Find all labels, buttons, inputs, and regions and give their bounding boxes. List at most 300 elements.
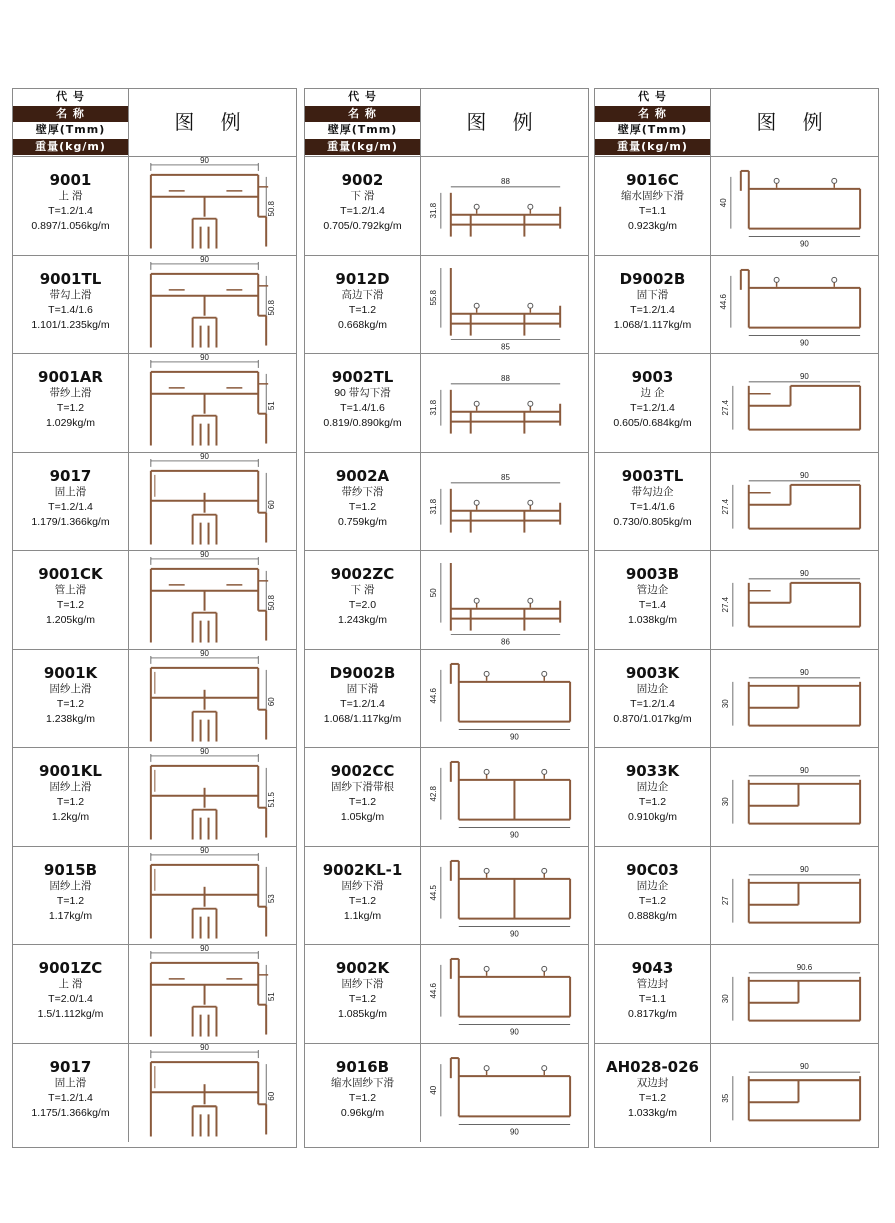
name-header: 名 称 (595, 106, 710, 123)
profile-row (13, 1044, 296, 1143)
profile-info (595, 551, 711, 649)
height-label: 27.4 (720, 399, 730, 416)
profile-weight: 0.819/0.890kg/m (323, 417, 402, 429)
height-label: 44.6 (428, 983, 438, 999)
profile-name: 边 企 (640, 387, 665, 399)
profile-thickness: T=1.1 (638, 993, 667, 1005)
profile-name: 固上滑 (54, 1076, 87, 1089)
profile-name: 固纱上滑 (49, 879, 92, 892)
height-label: 50 (428, 588, 438, 598)
profile-code: 9015B (43, 860, 98, 879)
profile-row (305, 650, 588, 749)
width-label: 85 (501, 342, 510, 352)
profile-drawing (421, 1044, 588, 1143)
profile-code: 9043 (631, 959, 674, 977)
profile-weight: 0.817kg/m (627, 1008, 678, 1020)
thickness-header: 壁厚(Tmm) (13, 122, 128, 139)
profile-row (595, 354, 878, 453)
profile-weight: 0.730/0.805kg/m (613, 515, 692, 528)
profile-row (305, 1044, 588, 1143)
profile-row (305, 256, 588, 355)
profile-diagram (711, 1044, 878, 1143)
profile-info (305, 847, 421, 945)
profile-weight: 0.888kg/m (627, 909, 678, 922)
profile-name: 双边封 (636, 1076, 669, 1089)
profile-diagram (711, 945, 878, 1043)
profile-name: 上 滑 (58, 190, 83, 202)
profile-thickness: T=1.2/1.4 (48, 500, 93, 513)
profile-code: 9017 (49, 466, 92, 485)
width-label: 90 (800, 568, 809, 578)
profile-diagram (129, 453, 296, 551)
profile-info (595, 945, 711, 1043)
profile-drawing (129, 354, 296, 452)
profile-diagram (129, 748, 296, 846)
profile-name: 下 滑 (350, 584, 375, 596)
profile-name: 固下滑 (636, 288, 669, 301)
profile-code: 9001CK (38, 565, 103, 583)
weight-header: 重量(kg/m) (13, 139, 128, 156)
profile-name: 固纱下滑带根 (331, 781, 394, 793)
profile-thickness: T=1.2/1.4 (630, 402, 675, 414)
name-header: 名 称 (13, 106, 128, 123)
height-label: 35 (720, 1093, 730, 1103)
height-label: 42.8 (428, 786, 438, 802)
height-label: 40 (428, 1085, 438, 1095)
profile-drawing (711, 354, 878, 452)
profile-name: 管上滑 (54, 584, 87, 596)
profile-row (595, 1044, 878, 1143)
profile-code: 9016C (626, 171, 679, 189)
profile-drawing (711, 551, 878, 649)
profile-thickness: T=1.2 (56, 402, 85, 414)
profile-code: D9002B (329, 663, 396, 682)
profile-diagram (421, 256, 588, 354)
knob (484, 769, 489, 774)
profile-drawing (129, 157, 296, 255)
profile-info (305, 551, 421, 649)
profile-name: 带纱下滑 (341, 485, 384, 498)
catalog-column-3 (594, 88, 879, 1148)
profile-name: 下 滑 (350, 190, 375, 202)
profile-name: 带纱上滑 (49, 387, 92, 399)
profile-name: 90 带勾下滑 (334, 387, 391, 399)
profile-code: AH028-026 (605, 1057, 699, 1076)
knob (832, 277, 837, 282)
width-label: 85 (501, 472, 510, 482)
profile-thickness: T=1.4/1.6 (630, 500, 675, 513)
profile-thickness: T=1.2 (348, 1091, 377, 1104)
profile-code: 9002KL-1 (322, 860, 403, 879)
profile-code: 9012D (335, 269, 390, 288)
height-label: 51.5 (267, 792, 277, 808)
knob (484, 966, 489, 971)
profile-code: 9003 (631, 368, 674, 386)
profile-row (595, 157, 878, 256)
knob (542, 1065, 547, 1070)
profile-thickness: T=1.2 (638, 1091, 667, 1104)
profile-drawing (421, 945, 588, 1043)
profile-name: 固边企 (636, 781, 669, 793)
profile-thickness: T=1.1 (638, 205, 667, 217)
profile-name: 固纱下滑 (341, 978, 384, 990)
profile-row (13, 748, 296, 847)
profile-info (13, 256, 129, 354)
profile-info (305, 157, 421, 255)
profile-weight: 0.897/1.056kg/m (31, 220, 110, 232)
profile-thickness: T=1.2 (348, 303, 377, 316)
profile-drawing (421, 650, 588, 748)
width-label: 90 (510, 929, 519, 939)
profile-code: 9001 (49, 171, 92, 189)
width-label: 90 (510, 1027, 519, 1037)
profile-name: 缩水固纱下滑 (331, 1076, 394, 1089)
height-label: 50.8 (267, 595, 277, 611)
profile-drawing (711, 650, 878, 748)
profile-code: 9001ZC (38, 959, 103, 977)
profile-diagram (421, 748, 588, 846)
profile-row (305, 748, 588, 847)
header-labels (305, 89, 421, 156)
profile-diagram (711, 256, 878, 354)
knob (774, 277, 779, 282)
profile-info (595, 453, 711, 551)
profile-weight: 1.243kg/m (337, 614, 388, 626)
profile-code: 9002K (335, 959, 390, 977)
profile-info (13, 650, 129, 748)
profile-drawing (129, 453, 296, 551)
profile-weight: 1.068/1.117kg/m (613, 318, 692, 331)
profile-thickness: T=1.2 (56, 894, 85, 907)
profile-thickness: T=1.2 (638, 796, 667, 808)
profile-row (13, 945, 296, 1044)
profile-diagram (711, 157, 878, 255)
profile-diagram (711, 354, 878, 452)
profile-weight: 1.238kg/m (45, 712, 96, 725)
profile-weight: 0.668kg/m (337, 318, 388, 331)
width-label: 90 (510, 1126, 519, 1136)
profile-drawing (421, 354, 588, 452)
profile-thickness: T=1.2 (348, 894, 377, 907)
profile-row (305, 847, 588, 946)
height-label: 51 (267, 992, 277, 1002)
knob (484, 671, 489, 676)
height-label: 60 (267, 1091, 277, 1101)
height-label: 60 (267, 696, 277, 706)
width-label: 90 (510, 732, 519, 742)
profile-info (13, 551, 129, 649)
knob (474, 500, 479, 505)
profile-name: 带勾上滑 (49, 288, 92, 301)
profile-weight: 1.068/1.117kg/m (323, 712, 402, 725)
thickness-header: 壁厚(Tmm) (595, 122, 710, 139)
profile-info (305, 1044, 421, 1143)
profile-name: 高边下滑 (341, 288, 384, 301)
profile-weight: 1.2kg/m (51, 811, 90, 823)
knob (528, 500, 533, 505)
profile-diagram (129, 157, 296, 255)
profile-thickness: T=1.2/1.4 (340, 697, 385, 710)
profile-code: 9001TL (39, 269, 102, 288)
profile-row (13, 256, 296, 355)
profile-row (13, 157, 296, 256)
width-label: 88 (501, 373, 510, 383)
profile-info (595, 650, 711, 748)
profile-info (13, 847, 129, 945)
profile-drawing (129, 650, 296, 748)
catalog-column-2 (304, 88, 589, 1148)
width-label: 90 (200, 452, 209, 461)
code-header: 代 号 (13, 89, 128, 106)
profile-diagram (421, 551, 588, 649)
width-label: 90 (800, 765, 809, 775)
height-label: 30 (720, 994, 730, 1004)
code-header: 代 号 (305, 89, 420, 106)
profile-thickness: T=1.2 (56, 796, 85, 808)
profile-weight: 1.05kg/m (340, 811, 385, 823)
profile-weight: 1.5/1.112kg/m (37, 1008, 104, 1020)
profile-row (305, 453, 588, 552)
height-label: 50.8 (267, 201, 277, 217)
profile-weight: 0.96kg/m (340, 1106, 385, 1119)
profile-drawing (421, 157, 588, 255)
profile-weight: 0.910kg/m (627, 811, 678, 823)
profile-row (595, 650, 878, 749)
knob (528, 303, 533, 308)
width-label: 90 (200, 1043, 209, 1052)
height-label: 55.8 (428, 289, 438, 306)
profile-info (305, 650, 421, 748)
profile-diagram (129, 551, 296, 649)
profile-row (305, 354, 588, 453)
profile-thickness: T=1.2/1.4 (48, 205, 93, 217)
height-label: 27.4 (720, 596, 730, 613)
width-label: 90 (800, 470, 809, 480)
header-labels (595, 89, 711, 156)
width-label: 90.6 (796, 962, 813, 972)
profile-diagram (129, 256, 296, 354)
height-label: 27.4 (720, 498, 730, 514)
profile-info (305, 453, 421, 551)
profile-diagram (421, 157, 588, 255)
legend-header: 图 例 (756, 110, 833, 134)
profile-code: 9001KL (39, 762, 102, 780)
profile-drawing (711, 847, 878, 945)
width-label: 90 (200, 255, 209, 264)
profile-thickness: T=1.2 (638, 894, 667, 907)
knob (542, 868, 547, 873)
profile-drawing (711, 945, 878, 1043)
profile-thickness: T=1.2 (348, 993, 377, 1005)
width-label: 90 (510, 830, 519, 840)
profile-drawing (421, 847, 588, 945)
profile-thickness: T=1.2/1.4 (48, 1091, 93, 1104)
profile-drawing (129, 847, 296, 945)
profile-code: 9002 (341, 171, 384, 189)
height-label: 44.6 (428, 687, 438, 703)
column-header (595, 89, 878, 157)
profile-info (595, 1044, 711, 1143)
profile-code: 9001AR (38, 368, 103, 386)
profile-weight: 1.038kg/m (627, 614, 678, 626)
profile-thickness: T=1.2 (348, 500, 377, 513)
width-label: 90 (800, 338, 809, 348)
profile-code: 9002A (335, 466, 390, 485)
profile-info (595, 256, 711, 354)
knob (542, 671, 547, 676)
profile-row (595, 945, 878, 1044)
knob (542, 966, 547, 971)
profile-code: D9002B (619, 269, 686, 288)
profile-weight: 1.1kg/m (343, 909, 382, 922)
profile-info (595, 354, 711, 452)
profile-weight: 1.175/1.366kg/m (31, 1106, 110, 1119)
profile-info (13, 354, 129, 452)
profile-row (13, 453, 296, 552)
profile-diagram (421, 354, 588, 452)
profile-row (13, 551, 296, 650)
profile-thickness: T=1.2 (348, 796, 377, 808)
profile-thickness: T=2.0 (348, 599, 377, 611)
profile-info (13, 453, 129, 551)
profile-name: 上 滑 (58, 978, 83, 990)
width-label: 90 (800, 371, 809, 381)
width-label: 90 (200, 551, 209, 559)
profile-name: 缩水固纱下滑 (621, 190, 684, 202)
profile-name: 固边企 (636, 682, 669, 695)
profile-drawing (711, 453, 878, 551)
profile-drawing (421, 551, 588, 649)
profile-drawing (421, 748, 588, 846)
column-header (305, 89, 588, 157)
width-label: 90 (200, 649, 209, 658)
legend-header: 图 例 (466, 110, 543, 134)
height-label: 30 (720, 698, 730, 708)
profile-name: 固边企 (636, 879, 669, 892)
code-header: 代 号 (595, 89, 710, 106)
knob (474, 303, 479, 308)
catalog-column-1 (12, 88, 297, 1148)
profile-thickness: T=1.4/1.6 (340, 402, 385, 414)
profile-info (13, 1044, 129, 1143)
knob (484, 1065, 489, 1070)
profile-thickness: T=1.2 (56, 697, 85, 710)
profile-weight: 0.923kg/m (627, 220, 678, 232)
profile-diagram (711, 748, 878, 846)
profile-drawing (129, 945, 296, 1043)
knob (774, 178, 779, 183)
profile-thickness: T=1.2/1.4 (630, 303, 675, 316)
profile-weight: 1.029kg/m (45, 417, 96, 429)
height-label: 30 (720, 797, 730, 807)
profile-weight: 1.179/1.366kg/m (31, 515, 110, 528)
profile-diagram (711, 650, 878, 748)
name-header: 名 称 (305, 106, 420, 123)
width-label: 88 (501, 176, 510, 186)
profile-code: 9002ZC (330, 565, 395, 583)
profile-code: 9003K (625, 663, 680, 682)
profile-info (305, 256, 421, 354)
knob (474, 401, 479, 406)
knob (832, 178, 837, 183)
profile-drawing (421, 256, 588, 354)
height-label: 50.8 (267, 299, 277, 315)
profile-weight: 1.17kg/m (48, 909, 93, 922)
profile-diagram (711, 847, 878, 945)
profile-row (595, 748, 878, 847)
profile-name: 固纱下滑 (341, 879, 384, 892)
profile-info (595, 157, 711, 255)
profile-thickness: T=1.2 (56, 599, 85, 611)
profile-info (305, 354, 421, 452)
knob (528, 204, 533, 209)
profile-drawing (129, 551, 296, 649)
profile-name: 管边企 (636, 584, 669, 596)
profile-diagram (129, 354, 296, 452)
width-label: 90 (200, 748, 209, 756)
height-label: 40 (718, 198, 728, 208)
height-label: 31.8 (428, 399, 438, 416)
width-label: 90 (200, 157, 209, 165)
profile-diagram (421, 945, 588, 1043)
profile-thickness: T=1.2/1.4 (630, 697, 675, 710)
width-label: 90 (800, 239, 809, 249)
profile-info (595, 847, 711, 945)
profile-name: 固纱上滑 (49, 682, 92, 695)
profile-weight: 1.085kg/m (337, 1008, 388, 1020)
knob (528, 598, 533, 603)
profile-name: 固上滑 (54, 485, 87, 498)
profile-row (13, 650, 296, 749)
profile-row (595, 256, 878, 355)
profile-code: 9017 (49, 1057, 92, 1076)
profile-info (305, 945, 421, 1043)
profile-drawing (129, 256, 296, 354)
weight-header: 重量(kg/m) (305, 139, 420, 156)
profile-info (305, 748, 421, 846)
profile-code: 9002CC (330, 762, 395, 780)
profile-code: 9016B (335, 1057, 390, 1076)
profile-name: 管边封 (636, 978, 669, 990)
profile-weight: 1.033kg/m (627, 1106, 678, 1119)
profile-row (13, 354, 296, 453)
profile-drawing (129, 1044, 296, 1143)
profile-row (13, 847, 296, 946)
profile-thickness: T=1.2/1.4 (340, 205, 385, 217)
profile-row (305, 551, 588, 650)
height-label: 27 (720, 895, 730, 905)
profile-thickness: T=2.0/1.4 (48, 993, 93, 1005)
profile-diagram (711, 453, 878, 551)
profile-diagram (129, 650, 296, 748)
knob (528, 401, 533, 406)
profile-info (13, 157, 129, 255)
profile-weight: 0.705/0.792kg/m (323, 220, 402, 232)
profile-name: 固纱上滑 (49, 781, 92, 793)
legend-header: 图 例 (174, 110, 251, 134)
width-label: 86 (501, 637, 510, 647)
profile-code: 9003B (625, 565, 680, 583)
profile-drawing (711, 256, 878, 354)
profile-row (595, 453, 878, 552)
width-label: 90 (800, 1061, 809, 1071)
knob (474, 598, 479, 603)
profile-info (595, 748, 711, 846)
profile-weight: 0.870/1.017kg/m (613, 712, 692, 725)
profile-diagram (129, 945, 296, 1043)
profile-thickness: T=1.4/1.6 (48, 303, 93, 316)
height-label: 51 (267, 401, 277, 411)
